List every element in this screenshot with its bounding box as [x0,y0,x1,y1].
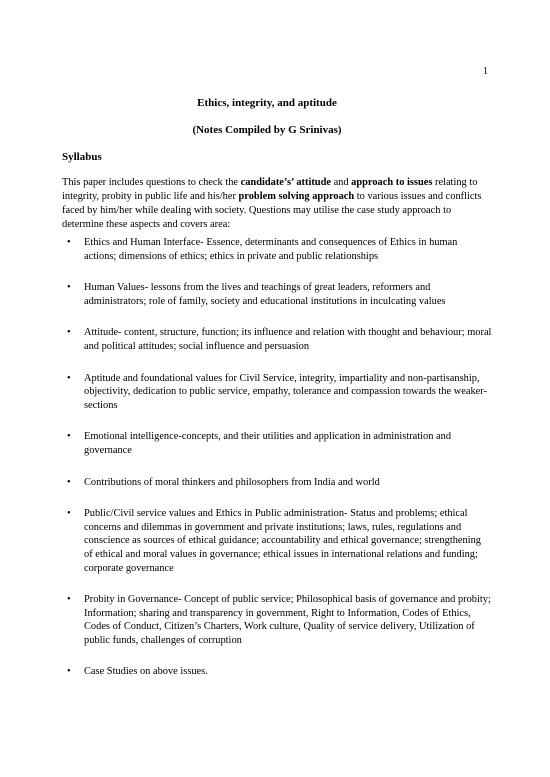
section-heading: Syllabus [62,151,102,163]
bullet-icon: • [67,431,71,443]
bullet-icon: • [67,476,71,488]
topic-text: Public/Civil service values and Ethics in Public administration- Status and problems; ethical concerns and dilemmas in government and private institutions; laws, rules, regulations and conscience as sources of ethical guidance; accountability and ethical governance; strengthening of ethical and moral values in governance; ethical issues in international relations and funding; corporate governance [84,508,481,574]
intro-text: This paper includes questions to check the [62,177,241,188]
intro-paragraph [62,176,492,232]
list-item [62,476,492,490]
topic-text: Human Values- lessons from the lives and teachings of great leaders, reformers and administrators; role of family, society and educational institutions in inculcating values [84,282,446,307]
bullet-icon: • [67,594,71,606]
bullet-icon: • [67,372,71,384]
list-item [62,236,492,263]
bullet-icon: • [67,666,71,678]
topic-text: Ethics and Human Interface- Essence, determinants and consequences of Ethics in human actions; dimensions of ethics; ethics in private and public relationships [84,237,458,262]
intro-bold-text: approach to issues [351,177,433,188]
intro-bold-text: problem solving approach [238,191,355,202]
list-item [62,430,492,457]
intro-text: relating to integrity, probity in public life and his/her [62,177,478,202]
intro-text: to various issues and conflicts faced by him/her while dealing with society. Questions may utilise the case study approach to determine these aspects and covers area: [62,191,482,230]
topic-text: Case Studies on above issues. [84,666,208,678]
bullet-icon: • [67,508,71,520]
list-item [62,372,492,413]
topic-text: Probity in Governance- Concept of public service; Philosophical basis of governance and probity; Information; sharing and transparency in government, Right to Information, Codes of Ethics, Codes of Conduct, Citizen’s Charters, Work culture, Quality of service delivery, Utilization of public funds, challenges of corruption [84,594,491,646]
document-title: Ethics, integrity, and aptitude [197,97,337,109]
bullet-icon: • [67,282,71,294]
bullet-icon: • [67,237,71,248]
topic-text: Attitude- content, structure, function; its influence and relation with thought and behaviour; moral and political attitudes; social influence and persuasion [84,327,492,352]
intro-bold-text: candidate’s’ attitude [240,177,331,188]
list-item [62,326,492,353]
bullet-icon: • [67,327,71,339]
document-subtitle: (Notes Compiled by G Srinivas) [192,124,342,136]
list-item [62,665,492,679]
intro-text: and [330,177,352,188]
list-item [62,507,492,575]
syllabus-topic-list [62,236,492,697]
topic-text: Emotional intelligence-concepts, and their utilities and application in administration and governance [84,431,452,456]
list-item [62,281,492,308]
page-number: 1 [483,66,488,77]
topic-text: Contributions of moral thinkers and philosophers from India and world [84,476,380,488]
list-item [62,593,492,647]
topic-text: Aptitude and foundational values for Civil Service, integrity, impartiality and non-partisanship, objectivity, dedication to public service, empathy, tolerance and compassion towards the weaker-sections [84,372,487,411]
